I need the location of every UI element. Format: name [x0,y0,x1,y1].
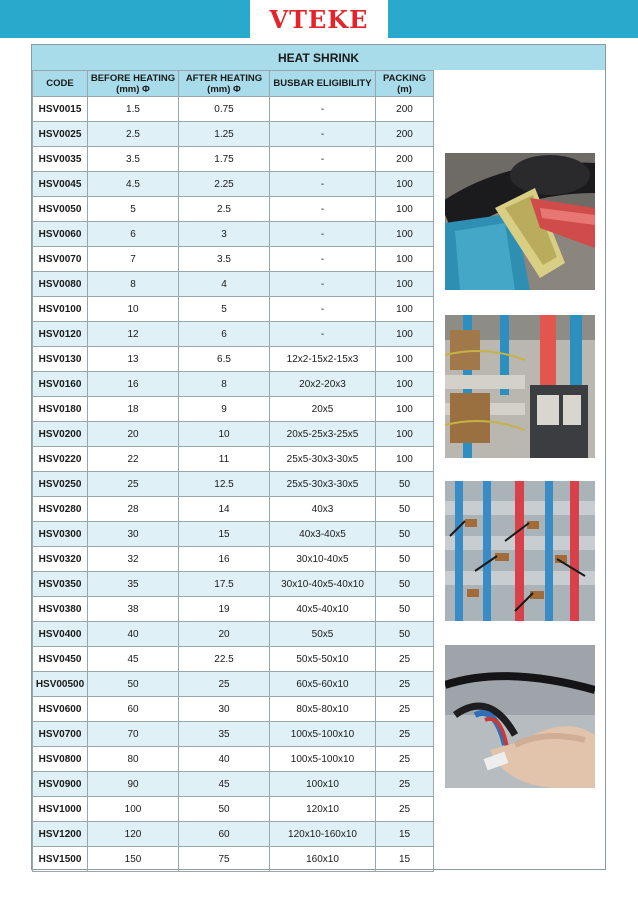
cell-packing: 100 [376,397,434,422]
cell-packing: 200 [376,147,434,172]
cell-before-heating: 30 [88,522,179,547]
cell-after-heating: 11 [179,447,270,472]
table-row [33,597,434,622]
cell-packing: 100 [376,172,434,197]
cell-code: HSV0350 [33,572,88,597]
cell-after-heating: 2.25 [179,172,270,197]
cell-before-heating: 2.5 [88,122,179,147]
cell-code: HSV0300 [33,522,88,547]
cell-busbar-eligibility: 20x5-25x3-25x5 [270,422,376,447]
cell-after-heating: 6.5 [179,347,270,372]
cell-after-heating: 20 [179,622,270,647]
cell-after-heating: 2.5 [179,197,270,222]
cell-code: HSV0220 [33,447,88,472]
cell-after-heating: 3.5 [179,247,270,272]
cell-busbar-eligibility: 80x5-80x10 [270,697,376,722]
table-row [33,372,434,397]
cell-busbar-eligibility: 20x5 [270,397,376,422]
cell-busbar-eligibility: 100x5-100x10 [270,722,376,747]
cell-busbar-eligibility: - [270,272,376,297]
brand-name: VTEKE [269,4,369,34]
cell-after-heating: 30 [179,697,270,722]
cell-code: HSV0120 [33,322,88,347]
cell-after-heating: 8 [179,372,270,397]
table-row [33,422,434,447]
cell-after-heating: 5 [179,297,270,322]
table-row [33,722,434,747]
cell-code: HSV0200 [33,422,88,447]
cell-before-heating: 38 [88,597,179,622]
cell-busbar-eligibility: - [270,172,376,197]
table-row [33,547,434,572]
cell-code: HSV0380 [33,597,88,622]
table-row [33,397,434,422]
cell-after-heating: 14 [179,497,270,522]
table-row [33,772,434,797]
cell-after-heating: 9 [179,397,270,422]
cell-after-heating: 3 [179,222,270,247]
table-row [33,322,434,347]
cell-packing: 25 [376,747,434,772]
cell-busbar-eligibility: - [270,297,376,322]
table-row [33,172,434,197]
cell-busbar-eligibility: 40x3 [270,497,376,522]
cell-code: HSV0400 [33,622,88,647]
cell-busbar-eligibility: - [270,97,376,122]
cell-busbar-eligibility: - [270,322,376,347]
column-header-busbar-eligibility: BUSBAR ELIGIBILITY [270,71,376,97]
cell-code: HSV0600 [33,697,88,722]
cell-code: HSV0800 [33,747,88,772]
cell-busbar-eligibility: 160x10 [270,847,376,872]
cell-packing: 25 [376,722,434,747]
cell-busbar-eligibility: 25x5-30x3-30x5 [270,472,376,497]
table-row [33,697,434,722]
cell-code: HSV0250 [33,472,88,497]
cell-busbar-eligibility: - [270,122,376,147]
cell-before-heating: 1.5 [88,97,179,122]
cell-after-heating: 35 [179,722,270,747]
cell-after-heating: 75 [179,847,270,872]
cell-after-heating: 45 [179,772,270,797]
cell-code: HSV0035 [33,147,88,172]
photo-cable-in-hand [445,645,595,788]
table-row [33,272,434,297]
cell-before-heating: 4.5 [88,172,179,197]
cell-busbar-eligibility: 100x10 [270,772,376,797]
cell-after-heating: 10 [179,422,270,447]
table-row [33,147,434,172]
brand-logo [250,0,388,38]
cell-busbar-eligibility: 30x10-40x5-40x10 [270,572,376,597]
cell-before-heating: 32 [88,547,179,572]
cell-busbar-eligibility: 120x10-160x10 [270,822,376,847]
cell-after-heating: 60 [179,822,270,847]
cell-packing: 50 [376,547,434,572]
cell-code: HSV0015 [33,97,88,122]
cell-before-heating: 22 [88,447,179,472]
cell-before-heating: 50 [88,672,179,697]
table-header-row [33,71,434,97]
cell-code: HSV0050 [33,197,88,222]
cell-packing: 100 [376,447,434,472]
cell-busbar-eligibility: 40x5-40x10 [270,597,376,622]
cell-packing: 50 [376,522,434,547]
cell-code: HSV0700 [33,722,88,747]
cell-code: HSV0160 [33,372,88,397]
cell-packing: 100 [376,272,434,297]
cell-before-heating: 8 [88,272,179,297]
cell-packing: 100 [376,347,434,372]
cell-packing: 25 [376,772,434,797]
table-row [33,847,434,872]
cell-code: HSV00500 [33,672,88,697]
cell-packing: 50 [376,622,434,647]
cell-before-heating: 25 [88,472,179,497]
column-header-code: CODE [33,71,88,97]
cell-busbar-eligibility: 20x2-20x3 [270,372,376,397]
cell-packing: 15 [376,822,434,847]
cell-after-heating: 4 [179,272,270,297]
cell-after-heating: 1.25 [179,122,270,147]
cell-code: HSV0130 [33,347,88,372]
table-row [33,522,434,547]
cell-after-heating: 50 [179,797,270,822]
cell-packing: 25 [376,647,434,672]
cell-code: HSV0320 [33,547,88,572]
cell-busbar-eligibility: 120x10 [270,797,376,822]
cell-busbar-eligibility: - [270,247,376,272]
cell-code: HSV1000 [33,797,88,822]
cell-packing: 50 [376,472,434,497]
cell-code: HSV1500 [33,847,88,872]
table-row [33,472,434,497]
cell-packing: 50 [376,572,434,597]
table-row [33,297,434,322]
cell-packing: 100 [376,422,434,447]
cell-before-heating: 80 [88,747,179,772]
heat-shrink-table [32,70,434,872]
cell-packing: 25 [376,672,434,697]
cell-before-heating: 70 [88,722,179,747]
table-row [33,222,434,247]
cell-busbar-eligibility: 50x5 [270,622,376,647]
cell-after-heating: 12.5 [179,472,270,497]
cell-code: HSV0080 [33,272,88,297]
cell-packing: 50 [376,597,434,622]
cell-before-heating: 20 [88,422,179,447]
table-row [33,497,434,522]
table-row [33,672,434,697]
cell-code: HSV0060 [33,222,88,247]
table-row [33,572,434,597]
cell-before-heating: 3.5 [88,147,179,172]
cell-before-heating: 120 [88,822,179,847]
cell-after-heating: 25 [179,672,270,697]
photo-insulated-busbars [445,481,595,621]
cell-code: HSV0070 [33,247,88,272]
cell-before-heating: 13 [88,347,179,372]
cell-before-heating: 150 [88,847,179,872]
cell-before-heating: 16 [88,372,179,397]
cell-before-heating: 6 [88,222,179,247]
cell-after-heating: 15 [179,522,270,547]
photo-busbar-panel [445,315,595,458]
cell-before-heating: 35 [88,572,179,597]
cell-code: HSV0900 [33,772,88,797]
cell-busbar-eligibility: - [270,147,376,172]
cell-busbar-eligibility: 25x5-30x3-30x5 [270,447,376,472]
cell-after-heating: 22.5 [179,647,270,672]
cell-after-heating: 40 [179,747,270,772]
cell-packing: 25 [376,797,434,822]
cell-packing: 100 [376,372,434,397]
table-row [33,447,434,472]
cell-after-heating: 6 [179,322,270,347]
column-header-packing: PACKING (m) [376,71,434,97]
cell-after-heating: 1.75 [179,147,270,172]
cell-before-heating: 90 [88,772,179,797]
cell-busbar-eligibility: 12x2-15x2-15x3 [270,347,376,372]
cell-before-heating: 100 [88,797,179,822]
table-title: HEAT SHRINK [32,45,605,70]
cell-before-heating: 18 [88,397,179,422]
top-bar-left [0,0,250,38]
cell-packing: 200 [376,97,434,122]
cell-packing: 100 [376,322,434,347]
table-row [33,347,434,372]
cell-after-heating: 19 [179,597,270,622]
table-row [33,822,434,847]
cell-packing: 25 [376,697,434,722]
cell-before-heating: 10 [88,297,179,322]
cell-packing: 100 [376,222,434,247]
cell-before-heating: 40 [88,622,179,647]
cell-packing: 100 [376,197,434,222]
table-row [33,647,434,672]
cell-before-heating: 12 [88,322,179,347]
cell-code: HSV0100 [33,297,88,322]
cell-before-heating: 60 [88,697,179,722]
photo-heat-shrink-tubes [445,153,595,290]
table-row [33,97,434,122]
cell-before-heating: 7 [88,247,179,272]
cell-after-heating: 16 [179,547,270,572]
cell-busbar-eligibility: 100x5-100x10 [270,747,376,772]
cell-code: HSV0450 [33,647,88,672]
cell-busbar-eligibility: - [270,222,376,247]
table-row [33,197,434,222]
cell-busbar-eligibility: 50x5-50x10 [270,647,376,672]
cell-code: HSV0025 [33,122,88,147]
cell-after-heating: 0.75 [179,97,270,122]
cell-before-heating: 45 [88,647,179,672]
cell-after-heating: 17.5 [179,572,270,597]
table-row [33,247,434,272]
cell-packing: 15 [376,847,434,872]
table-body [33,97,434,872]
cell-busbar-eligibility: 30x10-40x5 [270,547,376,572]
cell-packing: 50 [376,497,434,522]
cell-busbar-eligibility: - [270,197,376,222]
cell-packing: 100 [376,247,434,272]
cell-packing: 100 [376,297,434,322]
cell-busbar-eligibility: 40x3-40x5 [270,522,376,547]
cell-busbar-eligibility: 60x5-60x10 [270,672,376,697]
cell-code: HSV0180 [33,397,88,422]
table-row [33,797,434,822]
cell-code: HSV0280 [33,497,88,522]
top-bar-right [388,0,638,38]
table-row [33,622,434,647]
column-header-after-heating: AFTER HEATING (mm) Φ [179,71,270,97]
column-header-before-heating: BEFORE HEATING (mm) Φ [88,71,179,97]
cell-code: HSV1200 [33,822,88,847]
cell-packing: 200 [376,122,434,147]
table-row [33,122,434,147]
cell-before-heating: 5 [88,197,179,222]
table-row [33,747,434,772]
cell-before-heating: 28 [88,497,179,522]
cell-code: HSV0045 [33,172,88,197]
